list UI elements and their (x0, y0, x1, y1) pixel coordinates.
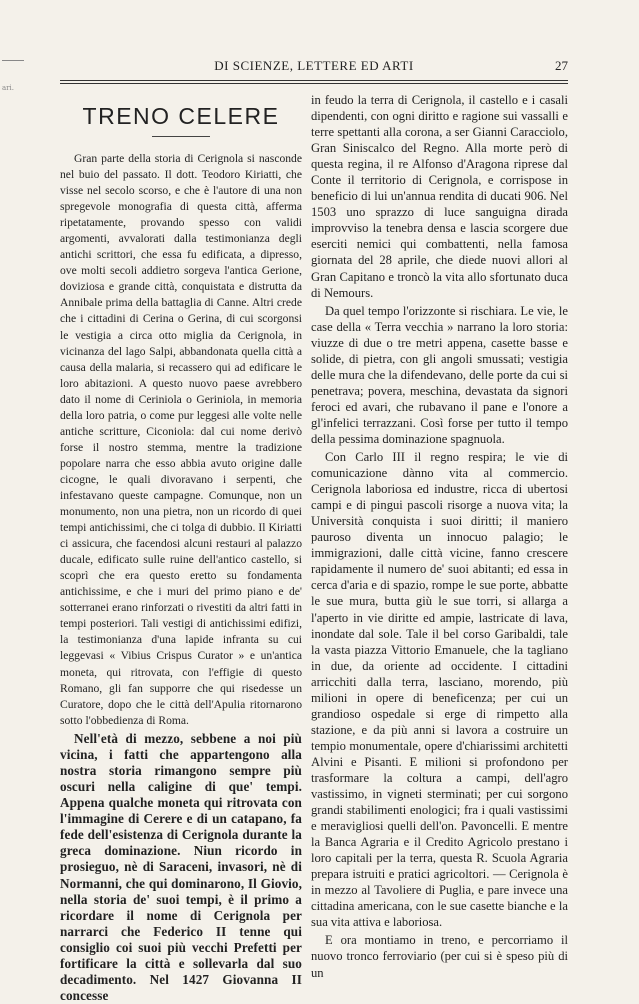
running-header (60, 58, 568, 78)
paragraph-middle-ages: Nell'età di mezzo, sebbene a noi più vicina, i fatti che appartengono alla nostra storia rimangono sempre più oscuri nella caligine di que' tempi. Appena qualche moneta qui ritrovata con l'immagine di Cerere e di un catapano, fa fede dell'esistenza di Cerignola durante la greca dominazione. Niun ricordo in prosieguo, nè di Saraceni, invasori, nè di Normanni, che qui dominarono, Il Giovio, nella storia de' suoi tempi, è il primo a ricordare il nome di Cerignola per narrarci che Federico II tenne qui consiglio coi suoi più vecchi Prefetti per fortificare la città e sollevarla dal suo decadimento. Nel 1427 Giovanna II concesse (60, 730, 302, 1004)
article-title: TRENO CELERE (82, 103, 280, 129)
paragraph-continuation: in feudo la terra di Cerignola, il castello e i casali dipendenti, con ogni diritto e ragione sui vassalli e terre spettanti alla corona, a ser Gianni Caracciolo, Gran Siniscalco del Regno. Alla morte però di questa regina, il re Alfonso d'Aragona riprese dal Conte il territorio di Cerignola, e corrispose in beneficio di lui un'annua rendita di ducati 906. Nel 1503 uno sprazzo di luce sanguigna dirada improvviso la tenebra densa e lascia scorgere due eserciti nemici qui combattenti, nella famosa giornata del 28 aprile, che diede nuovi allori al Gran Capitano e troncò la vita allo sfortunato duca di Nemours. (311, 93, 568, 300)
left-column (60, 94, 302, 1004)
paragraph-carlo-iii: Con Carlo III il regno respira; le vie di comunicazione dànno vita al commercio. Cerignola laboriosa ed industre, ricca di ubertosi campi e di pingui pascoli risorge a nuova vita; la Università conquista i suoi diritti; il maniero pauroso diventa un innocuo palagio; le immigrazioni, dalle città vicine, fanno crescere rapidamente il numero de' suoi abitanti; ed essa in cerca d'aria e di spazio, rompe le sue porte, abbatte le sue mura, butta giù le sue torri, si allarga a l'aperto in vie diritte ed ampie, lastricate di lava, inondate dal sole. Tale il bel corso Garibaldi, tale la vasta piazza Vittorio Emanuele, che la tagliano in due, da oriente ad occidente. I cittadini arricchiti dalla terra, lasciano, morendo, più milioni in opere di beneficenza; per cui un grandioso ospedale si erge di rimpetto alla stazione, e da più anni si lavora a costruire un tempio monumentale, opere d'chiarissimi architetti Alvini e Pisanti. E milioni si profondono per trasformare la coltura a campi, dell'agro vastissimo, in vigneti sterminati; per cui sorgono grandi stabilimenti enologici; fra i quali vastissimi e meravigliosi quelli dell'on. Pavoncelli. E mentre la Banca Agraria e il Credito Agricolo prestano i loro capitali per la terra, questa R. Scuola Agraria prepara istruiti e pratici agricoltori. — Cerignola è in mezzo al Tavoliere di Puglia, e pare invece una cittadina americana, con le sue casette bianche e la sua vita attiva e laboriosa. (311, 450, 568, 930)
paragraph-intro: Gran parte della storia di Cerignola si nasconde nel buio del passato. Il dott. Teodoro Kiriatti, che visse nel secolo scorso, e che è l'autore di una non spregevole monografia di questa città, afferma ripetatamente, provando spesso con validi argomenti, avvalorati dalla testimonianza degli antichi scrittori, che essa fu edificata, a dipresso, ove molti secoli addietro sorgeva l'antica Gerione, doviziosa e grande città, conquistata e distrutta da Annibale prima della battaglia di Canne. Altri crede che i cittadini di Cerina o Gerina, di cui scorgonsi le vestigia a circa otto miglia da Cerignola, in vicinanza del lago Salpi, abbandonata quella città a causa della malaria, si recassero qui ad edificare le loro abitazioni. A questo nuovo paese avrebbero dato il nome di Ceriniola o Geriniola, in memoria della loro patria, o come pur leggesi alle volte nelle antiche scritture, Ciconiola: dal cui nome derivò forse il nostro stemma, mentre la tradizione popolare narra che esso abbia avuto origine dalle cicogne, le quali divoravano i serpenti, che infestavano queste campagne. Comunque, non un monumento, non una pietra, non un ricordo di quei tempi antichissimi, che ci tolga di dubbio. Il Kiriatti ci assicura, che facendosi alcuni restauri al palazzo ducale, edificato sulle ruine dell'antico castello, si scoprì che era questo eretto su fondamenta antichissime, e che i muri del primo piano e de' sotterranei erano rinforzati o rivestiti da altri fatti in tempi posteriori. Tali vestigi di antichissimi edifizi, la testimonianza d'una lapide infranta su cui leggevasi « Vibius Crispus Curator » e un'antica moneta, qui ritrovata, con l'effigie di questo Romano, gli fan supporre che qui risedesse un Curatore, dopo che le città dell'Apulia ritornarono sotto l'obbedienza di Roma. (60, 152, 302, 727)
margin-note: ari. (2, 84, 14, 92)
page-number: 27 (555, 58, 568, 73)
paragraph-train: E ora montiamo in treno, e percorriamo il nuovo tronco ferroviario (per cui si è speso più di un (311, 933, 568, 980)
title-rule (152, 136, 210, 137)
right-column (311, 92, 568, 981)
margin-rule (2, 60, 24, 61)
header-title: DI SCIENZE, LETTERE ED ARTI (214, 58, 414, 73)
paragraph-horizon: Da quel tempo l'orizzonte si rischiara. Le vie, le case della « Terra vecchia » narrano la loro storia: viuzze di due o tre metri appena, casette basse e solide, di pietra, con gli angoli smussati; vestigia delle mura che la difendevano, delle porte da cui si penetrava; povera, meschina, devastata da signori feroci ed avari, che rubavano il pane e l'onore a gl'infelici terrazzani. Così forse per tutto il tempo della pessima dominazione spagnuola. (311, 303, 568, 446)
header-double-rule (60, 80, 568, 84)
